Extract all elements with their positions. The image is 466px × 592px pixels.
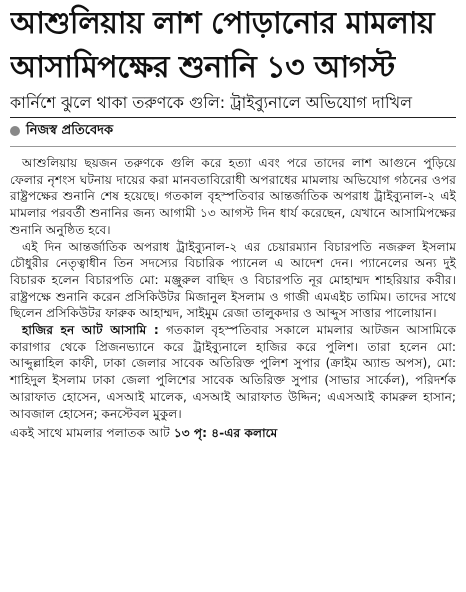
- paragraph: [10, 322, 456, 422]
- byline-divider: [10, 146, 456, 147]
- subheadline: কার্নিশে ঝুলে থাকা তরুণকে গুলি: ট্রাইব্যুনালে অভিযোগ দাখিল: [10, 93, 413, 112]
- jump-text: একই সাথে মামলার পলাতক আট: [10, 426, 170, 441]
- divider: [10, 117, 456, 118]
- byline-text: নিজস্ব প্রতিবেদক: [26, 123, 114, 138]
- paragraph: [10, 239, 456, 323]
- paragraph-text: গতকাল বৃহস্পতিবার সকালে মামলার আটজন আসামিকে কারাগার থেকে প্রিজনভ্যানে করে ট্রাইব্যুনালে হাজির করে পুলিশ। তারা হলেন মো: আব্দুল্লাহিল কাফী, ঢাকা জেলার সাবেক অতিরিক্ত পুলিশ সুপার (ক্রাইম অ্যান্ড অপস), মো: শাহিদুল ইসলাম ঢাকা জেলা পুলিশের সাবেক অতিরিক্ত সুপার (সাভার সার্কেল), পরিদর্শক আরাফাত হোসেন, এসআই মালেক, এসআই আরাফাত উদ্দিন; এএসআই কামরুল হাসান; আবজাল হোসেন; কনস্টেবল মুকুল।: [10, 323, 456, 421]
- headline-line-2: আসামিপক্ষের শুনানি ১৩ আগস্ট: [10, 50, 395, 85]
- headline-line-1: আশুলিয়ায় লাশ পোড়ানোর মামলায়: [10, 6, 435, 41]
- article-body: [10, 155, 456, 442]
- run-in-heading: হাজির হন আট আসামি :: [22, 323, 159, 338]
- paragraph: [10, 155, 456, 239]
- news-clipping: [0, 4, 466, 592]
- byline: [10, 122, 456, 140]
- paragraph-text: আশুলিয়ায় ছয়জন তরুণকে গুলি করে হত্যা এবং পরে তাদের লাশ আগুনে পুড়িয়ে ফেলার নৃশংস ঘটনায় দায়ের করা মানবতাবিরোধী অপরাধের মামলায় অভিযোগ গঠনের ওপর রাষ্ট্রপক্ষের শুনানি শেষ হয়েছে। গতকাল বৃহস্পতিবার আন্তর্জাতিক অপরাধ ট্রাইব্যুনাল-২ এই মামলার পরবর্তী শুনানির জন্য আগামী ১৩ আগস্ট দিন ধার্য করেছেন, যেখানে আসামিপক্ষের শুনানি অনুষ্ঠিত হবে।: [10, 156, 456, 237]
- jump-reference: ১৩ পৃ: ৪-এর কলামে: [173, 426, 278, 441]
- paragraph-text: এই দিন আন্তর্জাতিক অপরাধ ট্রাইব্যুনাল-২ এর চেয়ারম্যান বিচারপতি নজরুল ইসলাম চৌধুরীর নেতৃত্বাধীন তিন সদস্যের বিচারিক প্যানেল এ আদেশ দেন। প্যানেলের অন্য দুই বিচারক হলেন বিচারপতি মো: মঞ্জুরুল বাছিদ ও বিচারপতি নূর মোহাম্মদ শাহরিয়ার কবীর। রাষ্ট্রপক্ষে শুনানি করেন প্রসিকিউটর মিজানুল ইসলাম ও গাজী এমএইচ তামিম। তাদের সাথে ছিলেন প্রসিকিউটর ফারুক আহাম্মদ, সাইমুম রেজা তালুকদার ও আব্দুস সাত্তার পালোয়ান।: [10, 239, 456, 321]
- bullet-icon: [10, 126, 20, 136]
- jump-line: [10, 425, 456, 442]
